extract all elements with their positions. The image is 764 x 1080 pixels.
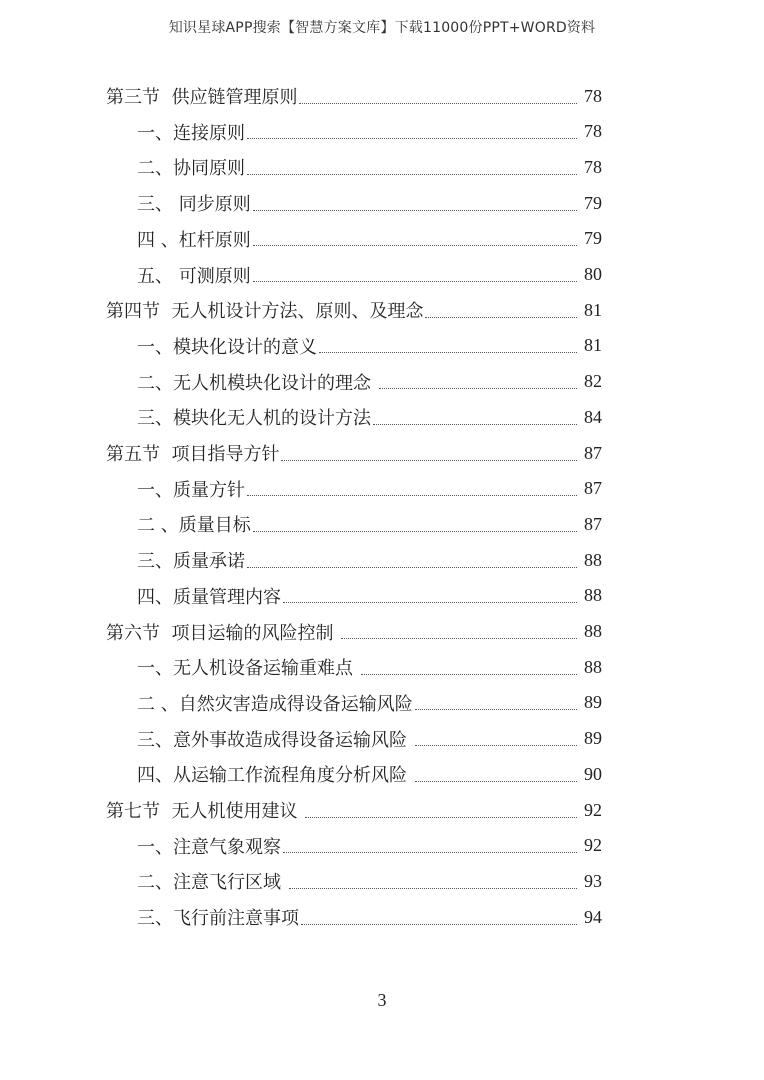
toc-subsection-entry[interactable] bbox=[137, 257, 602, 293]
toc-entry-title: 四、质量管理内容 bbox=[137, 586, 281, 608]
toc-subsection-entry[interactable] bbox=[137, 506, 602, 542]
toc-subsection-entry[interactable] bbox=[137, 756, 602, 792]
toc-entry-page-number: 89 bbox=[584, 728, 602, 749]
toc-entry-page-number: 88 bbox=[584, 621, 602, 641]
toc-entry-title: 五、 可测原则 bbox=[137, 265, 251, 287]
toc-dot-leader bbox=[247, 134, 577, 139]
toc-entry-page-number: 78 bbox=[584, 85, 602, 106]
toc-section-entry[interactable] bbox=[106, 792, 602, 828]
toc-dot-leader bbox=[341, 634, 577, 639]
toc-entry-page-number: 88 bbox=[584, 585, 602, 606]
toc-entry-title: 四 、杠杆原则 bbox=[137, 229, 251, 251]
toc-subsection-entry[interactable] bbox=[137, 685, 602, 721]
toc-subsection-entry[interactable] bbox=[137, 721, 602, 757]
toc-entry-title: 一、模块化设计的意义 bbox=[137, 336, 317, 358]
toc-entry-title: 第七节 无人机使用建议 bbox=[106, 801, 304, 822]
toc-subsection-entry[interactable] bbox=[137, 828, 602, 864]
toc-entry-page-number: 88 bbox=[584, 549, 602, 570]
toc-entry-title: 第五节 项目指导方针 bbox=[106, 444, 280, 465]
toc-entry-title: 第三节 供应链管理原则 bbox=[106, 87, 298, 108]
toc-entry-title: 一、连接原则 bbox=[137, 122, 245, 144]
toc-dot-leader bbox=[253, 206, 577, 211]
toc-entry-title: 三、意外事故造成得设备运输风险 bbox=[137, 729, 413, 751]
toc-entry-title: 四、从运输工作流程角度分析风险 bbox=[137, 765, 413, 787]
toc-dot-leader bbox=[253, 527, 577, 532]
toc-section-entry[interactable] bbox=[106, 292, 602, 328]
toc-entry-page-number: 89 bbox=[584, 692, 602, 713]
toc-subsection-entry[interactable] bbox=[137, 649, 602, 685]
toc-dot-leader bbox=[247, 563, 577, 568]
toc-entry-page-number: 84 bbox=[584, 406, 602, 427]
toc-subsection-entry[interactable] bbox=[137, 149, 602, 185]
toc-entry-title: 一、注意气象观察 bbox=[137, 836, 281, 858]
toc-subsection-entry[interactable] bbox=[137, 471, 602, 507]
toc-entry-page-number: 79 bbox=[584, 228, 602, 249]
toc-subsection-entry[interactable] bbox=[137, 221, 602, 257]
toc-dot-leader bbox=[281, 456, 577, 461]
toc-entry-title: 三、质量承诺 bbox=[137, 551, 245, 573]
toc-dot-leader bbox=[415, 741, 577, 746]
toc-entry-title: 二、协同原则 bbox=[137, 158, 245, 180]
toc-entry-page-number: 82 bbox=[584, 371, 602, 392]
toc-entry-title: 一、质量方针 bbox=[137, 479, 245, 501]
toc-entry-title: 三、飞行前注意事项 bbox=[137, 908, 299, 930]
toc-entry-page-number: 93 bbox=[584, 870, 602, 891]
toc-subsection-entry[interactable] bbox=[137, 185, 602, 221]
toc-dot-leader bbox=[283, 598, 577, 603]
toc-entry-page-number: 80 bbox=[584, 264, 602, 284]
toc-dot-leader bbox=[299, 99, 577, 104]
toc-dot-leader bbox=[301, 920, 577, 925]
toc-entry-page-number: 81 bbox=[584, 335, 602, 356]
toc-entry-title: 二、无人机模块化设计的理念 bbox=[137, 372, 377, 394]
toc-dot-leader bbox=[305, 813, 577, 818]
toc-dot-leader bbox=[283, 848, 577, 853]
toc-subsection-entry[interactable] bbox=[137, 399, 602, 435]
toc-section-entry[interactable] bbox=[106, 614, 602, 650]
toc-entry-page-number: 92 bbox=[584, 799, 602, 820]
toc-subsection-entry[interactable] bbox=[137, 328, 602, 364]
toc-dot-leader bbox=[253, 241, 577, 246]
toc-section-entry[interactable] bbox=[106, 435, 602, 471]
toc-entry-page-number: 78 bbox=[584, 156, 602, 177]
toc-entry-page-number: 79 bbox=[584, 192, 602, 213]
toc-subsection-entry[interactable] bbox=[137, 364, 602, 400]
toc-entry-title: 二 、自然灾害造成得设备运输风险 bbox=[137, 693, 413, 715]
toc-entry-title: 第四节 无人机设计方法、原则、及理念 bbox=[106, 301, 424, 323]
toc-entry-title: 一、无人机设备运输重难点 bbox=[137, 658, 359, 680]
toc-dot-leader bbox=[361, 670, 577, 675]
page-number: 3 bbox=[377, 990, 387, 1010]
toc-subsection-entry[interactable] bbox=[137, 863, 602, 899]
toc-entry-page-number: 88 bbox=[584, 656, 602, 677]
toc-entry-page-number: 87 bbox=[584, 513, 602, 534]
toc-dot-leader bbox=[425, 313, 577, 318]
toc-dot-leader bbox=[415, 705, 577, 710]
toc-entry-page-number: 90 bbox=[584, 763, 602, 784]
toc-entry-title: 第六节 项目运输的风险控制 bbox=[106, 622, 340, 644]
toc-entry-page-number: 92 bbox=[584, 835, 602, 856]
toc-entry-title: 三、模块化无人机的设计方法 bbox=[137, 408, 371, 430]
toc-dot-leader bbox=[247, 491, 577, 496]
toc-entry-title: 二、注意飞行区域 bbox=[137, 872, 287, 894]
toc-entry-page-number: 78 bbox=[584, 121, 602, 142]
toc-dot-leader bbox=[253, 277, 577, 282]
toc-entry-page-number: 87 bbox=[584, 442, 602, 463]
toc-entry-page-number: 81 bbox=[584, 299, 602, 320]
toc-subsection-entry[interactable] bbox=[137, 899, 602, 935]
toc-subsection-entry[interactable] bbox=[137, 114, 602, 150]
toc-entry-page-number: 94 bbox=[584, 906, 602, 927]
toc-dot-leader bbox=[379, 384, 577, 389]
toc-entry-title: 二 、质量目标 bbox=[137, 515, 251, 537]
toc-subsection-entry[interactable] bbox=[137, 578, 602, 614]
toc-entry-title: 三、 同步原则 bbox=[137, 194, 251, 216]
toc-dot-leader bbox=[373, 420, 577, 425]
toc-section-entry[interactable] bbox=[106, 78, 602, 114]
toc-dot-leader bbox=[247, 170, 577, 175]
toc-dot-leader bbox=[289, 884, 577, 889]
toc-entry-page-number: 87 bbox=[584, 478, 602, 499]
toc-dot-leader bbox=[415, 777, 577, 782]
toc-subsection-entry[interactable] bbox=[137, 542, 602, 578]
page-header: 知识星球APP搜索【智慧方案文库】下载11000份PPT+WORD资料 bbox=[168, 20, 596, 36]
toc-dot-leader bbox=[319, 348, 577, 353]
